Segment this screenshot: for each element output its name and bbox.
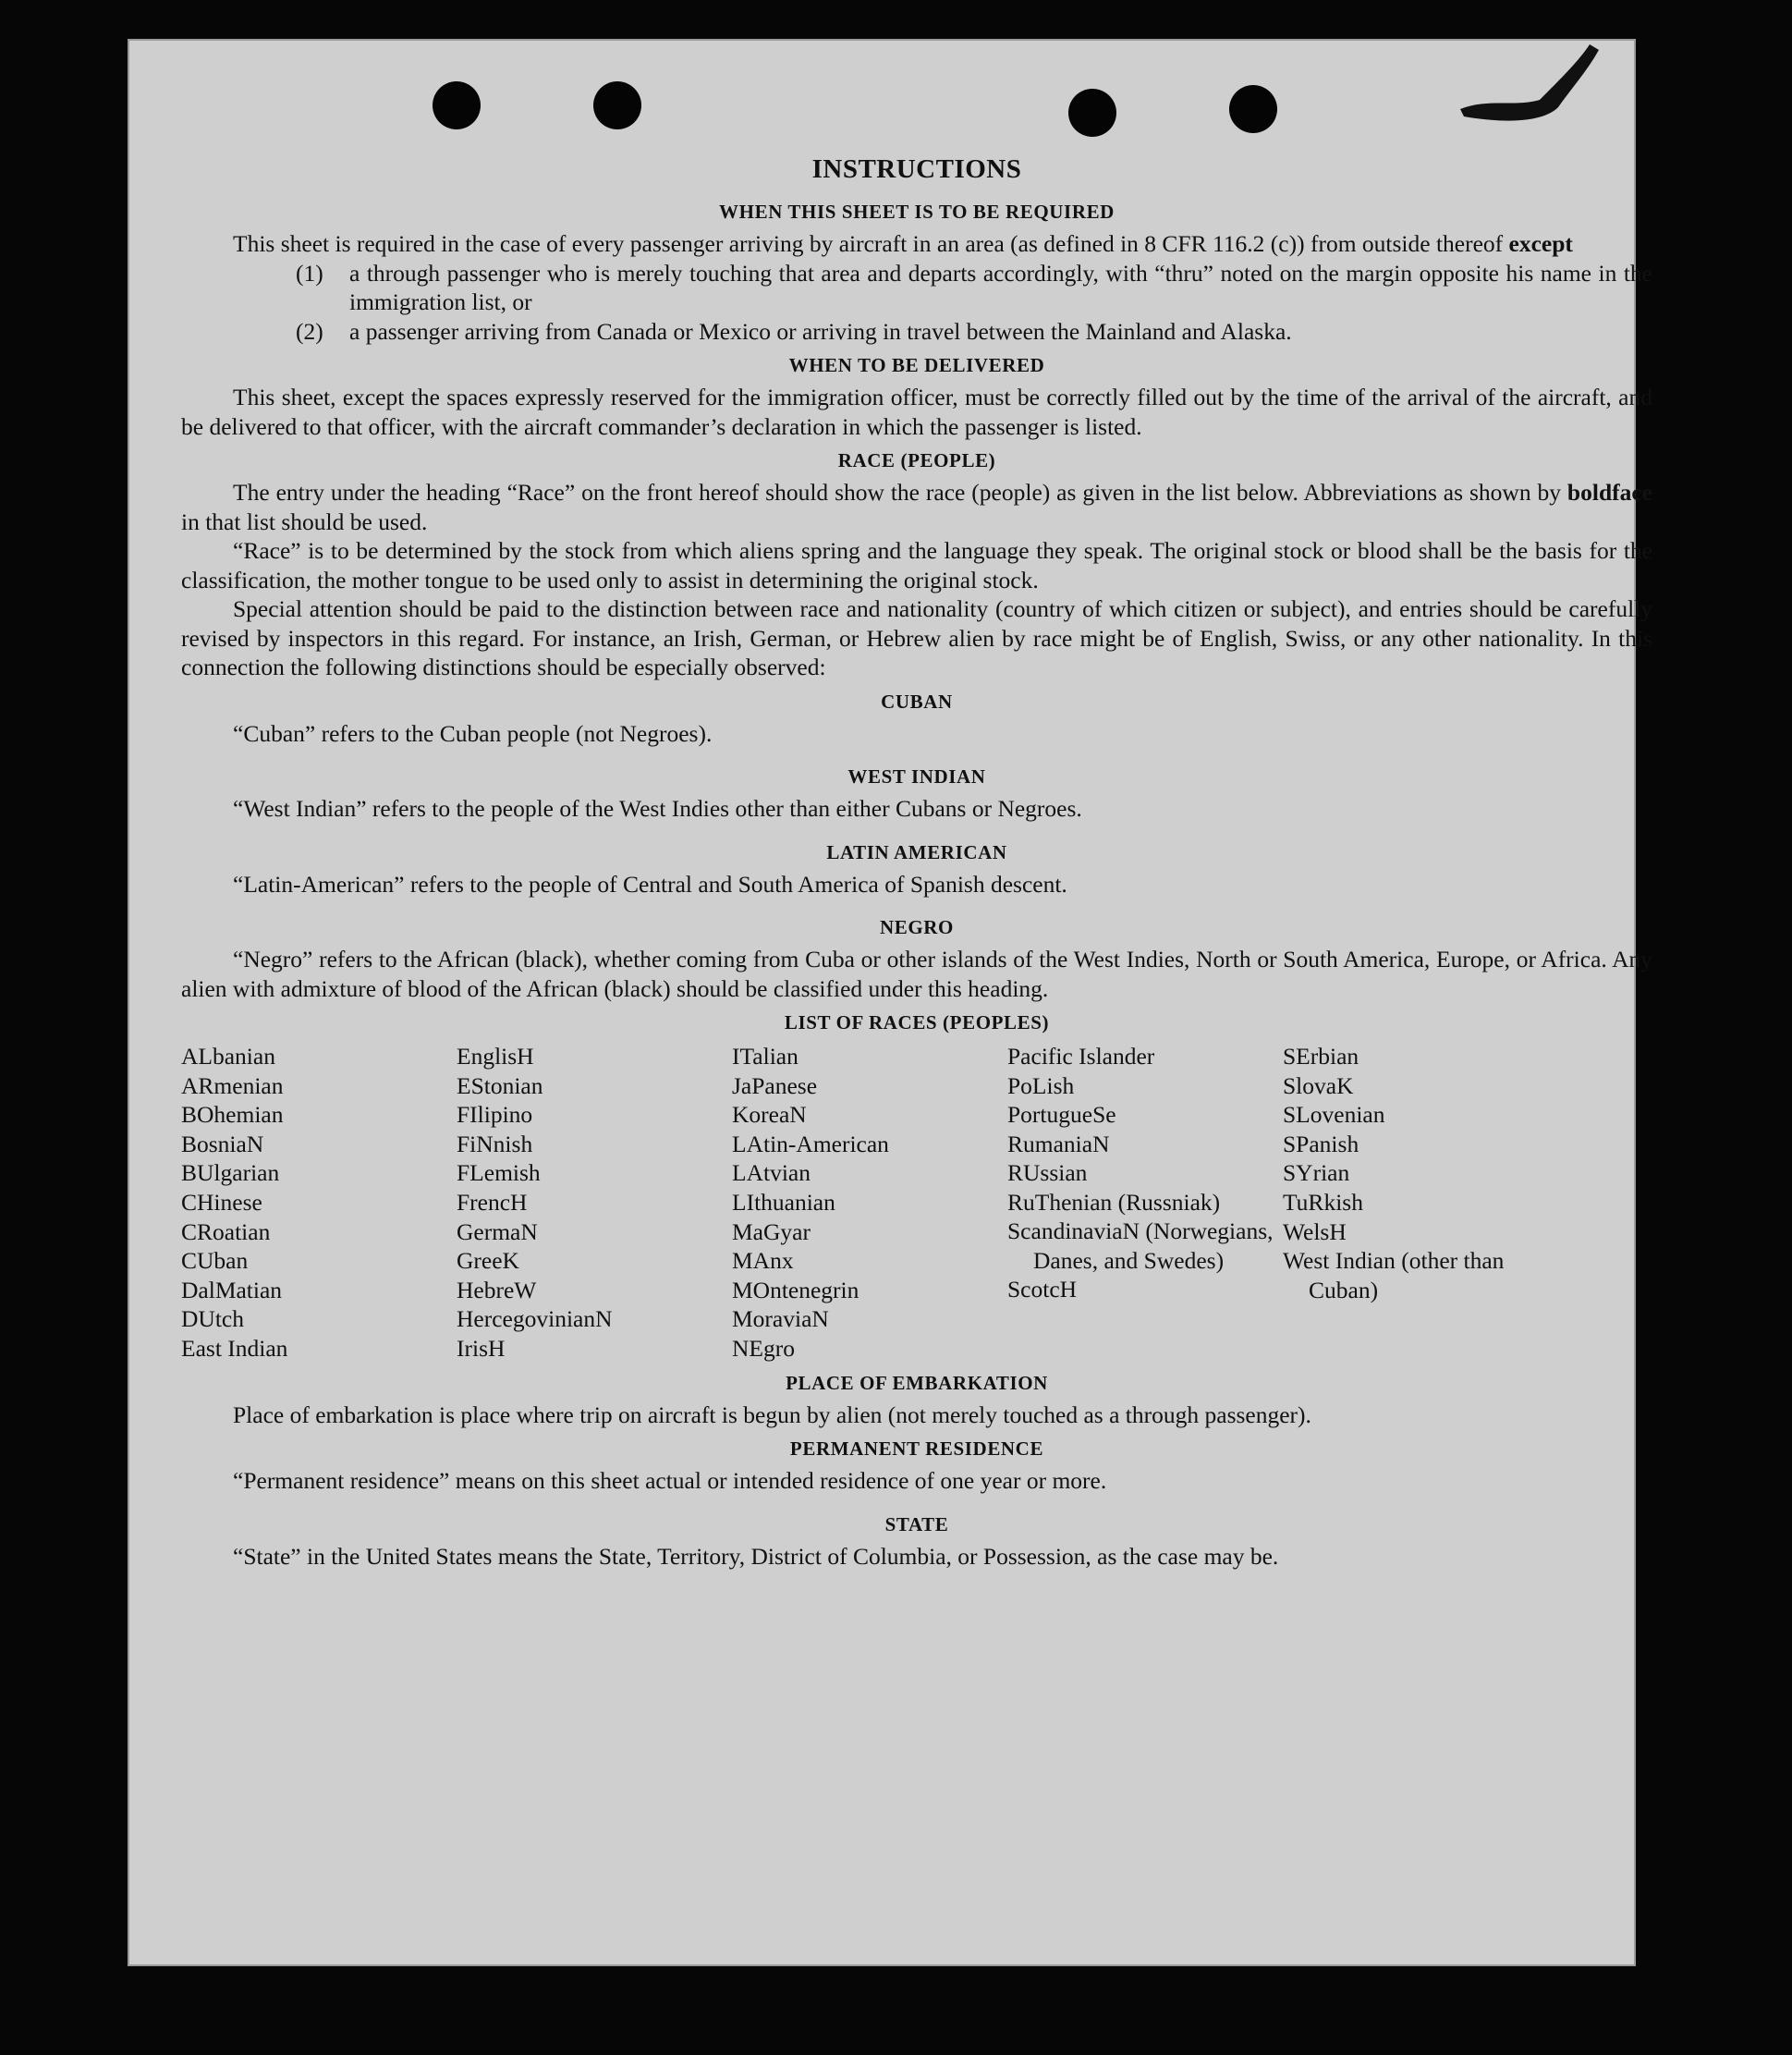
race-entry: DalMatian	[181, 1276, 283, 1303]
section-heading: WHEN TO BE DELIVERED	[788, 354, 1045, 376]
section-heading: WEST INDIAN	[847, 765, 986, 788]
race-entry: IrisH	[457, 1334, 506, 1362]
race-entry: RuThenian (Russniak)	[1007, 1188, 1221, 1216]
section-heading: PERMANENT RESIDENCE	[789, 1437, 1044, 1461]
race-column	[457, 1042, 732, 1364]
section-heading: NEGRO	[879, 916, 954, 938]
race-entry: SErbian	[1283, 1043, 1359, 1070]
race-entry: CHinese	[181, 1188, 262, 1216]
race-entry: Pacific Islander	[1007, 1043, 1155, 1070]
section-heading: CUBAN	[881, 690, 953, 713]
race-entry: NEgro	[732, 1334, 795, 1362]
race-entry: ScotcH	[1007, 1276, 1078, 1303]
race-entry: ITalian	[732, 1043, 798, 1070]
section-text: This sheet is required in the case of every passenger arriving by aircraft in an area (as defined in 8 CFR 116.2 (c)) from outside thereof except	[233, 230, 1573, 257]
race-entry: SLovenian	[1283, 1101, 1385, 1129]
race-entry: GermaN	[457, 1217, 538, 1245]
race-entry: BUlgarian	[181, 1159, 280, 1187]
race-entry: PoLish	[1007, 1071, 1075, 1099]
race-entry: BOhemian	[181, 1101, 284, 1129]
race-entry: ARmenian	[181, 1071, 284, 1099]
race-entry: TuRkish	[1283, 1188, 1363, 1216]
race-column	[732, 1042, 1007, 1364]
race-entry: FLemish	[457, 1159, 541, 1187]
section-text: “Cuban” refers to the Cuban people (not Negroes).	[233, 719, 713, 747]
race-entry: SYrian	[1283, 1159, 1350, 1187]
race-entry: EnglisH	[457, 1043, 534, 1070]
punch-hole	[1068, 89, 1116, 137]
section-heading: STATE	[884, 1512, 949, 1535]
race-entry: CUban	[181, 1247, 249, 1275]
section-text: “State” in the United States means the State, Territory, District of Columbia, or Possession, as the case may be.	[233, 1542, 1279, 1570]
section-text: “Negro” refers to the African (black), whether coming from Cuba or other islands of the West Indies, North or South America, Europe, or Africa. Any alien with admixture of blood of the African (black) should be classified under this heading.	[181, 946, 1652, 1002]
race-entry: FIlipino	[457, 1101, 533, 1129]
punch-hole	[593, 81, 641, 129]
race-entry: EStonian	[457, 1071, 543, 1099]
race-entry: MoraviaN	[732, 1305, 829, 1333]
race-entry: JaPanese	[732, 1071, 818, 1099]
list-item: (1) a through passenger who is merely touching that area and departs accordingly, with “thru” noted on the margin opposite his name in the immigration list, or	[296, 259, 1652, 315]
list-item: (2) a passenger arriving from Canada or Mexico or arriving in travel between the Mainland and Alaska.	[296, 317, 1292, 345]
race-entry: SlovaK	[1283, 1071, 1354, 1099]
race-entry: MAnx	[732, 1247, 794, 1275]
section-text: “West Indian” refers to the people of the West Indies other than either Cubans or Negroes.	[233, 795, 1082, 822]
section-text: The entry under the heading “Race” on the front hereof should show the race (people) as given in the list below. Abbreviations as shown by boldface in that list should be used.	[181, 479, 1652, 535]
section-text: Special attention should be paid to the distinction between race and nationality (country of which citizen or subject), and entries should be carefully revised by inspectors in this regard. For instance, an Irish, German, or Hebrew alien by race might be of English, Swiss, or any other nationality. In this connection the following distinctions should be especially observed:	[181, 595, 1652, 680]
section-heading: WHEN THIS SHEET IS TO BE REQUIRED	[719, 201, 1115, 223]
document-sheet	[128, 39, 1652, 1966]
race-entry: LIthuanian	[732, 1188, 835, 1216]
race-entry: BosniaN	[181, 1130, 264, 1157]
race-entry: ScandinaviaN (Norwegians, Danes, and Swedes)	[1007, 1217, 1274, 1274]
race-entry: HercegovinianN	[457, 1305, 613, 1333]
ink-stain	[1451, 43, 1608, 126]
punch-hole	[433, 81, 481, 129]
instructions-body	[181, 155, 1652, 1571]
race-entry: RUssian	[1007, 1159, 1088, 1187]
race-entry: FrencH	[457, 1188, 528, 1216]
race-entry: PortugueSe	[1007, 1101, 1116, 1129]
punch-hole	[1229, 85, 1277, 133]
race-entry: East Indian	[181, 1334, 288, 1362]
section-text: Place of embarkation is place where trip on aircraft is begun by alien (not merely touched as a through passenger).	[233, 1401, 1311, 1428]
race-entry: WelsH	[1283, 1217, 1347, 1245]
race-entry: RumaniaN	[1007, 1130, 1110, 1157]
race-entry: GreeK	[457, 1247, 519, 1275]
race-entry: MOntenegrin	[732, 1276, 859, 1303]
race-entry: LAtvian	[732, 1159, 811, 1187]
section-heading: LIST OF RACES (PEOPLES)	[784, 1011, 1050, 1034]
section-heading: PLACE OF EMBARKATION	[786, 1371, 1048, 1394]
race-entry: LAtin-American	[732, 1130, 889, 1157]
race-entry: FiNnish	[457, 1130, 533, 1157]
race-column	[1283, 1042, 1558, 1364]
race-column	[1007, 1042, 1283, 1364]
race-entry: CRoatian	[181, 1217, 271, 1245]
section-text: “Permanent residence” means on this sheet actual or intended residence of one year or more.	[233, 1467, 1107, 1495]
section-text: “Latin-American” refers to the people of Central and South America of Spanish descent.	[233, 870, 1067, 898]
section-heading: LATIN AMERICAN	[826, 840, 1007, 863]
document-title: INSTRUCTIONS	[811, 154, 1022, 184]
race-list	[181, 1042, 1652, 1364]
race-column	[181, 1042, 457, 1364]
race-entry: West Indian (other than Cuban)	[1283, 1247, 1505, 1303]
race-entry: KoreaN	[732, 1101, 807, 1129]
section-text: “Race” is to be determined by the stock from which aliens spring and the language they speak. The original stock or blood shall be the basis for the classification, the mother tongue to be used only to assist in determining the original stock.	[181, 537, 1652, 593]
section-heading: RACE (PEOPLE)	[837, 449, 996, 471]
section-text: This sheet, except the spaces expressly reserved for the immigration officer, must be correctly filled out by the time of the arrival of the aircraft, and be delivered to that officer, with the aircraft commander’s declaration in which the passenger is listed.	[181, 384, 1652, 440]
race-entry: SPanish	[1283, 1130, 1359, 1157]
race-entry: DUtch	[181, 1305, 244, 1333]
race-entry: ALbanian	[181, 1043, 275, 1070]
race-entry: HebreW	[457, 1276, 537, 1303]
race-entry: MaGyar	[732, 1217, 811, 1245]
